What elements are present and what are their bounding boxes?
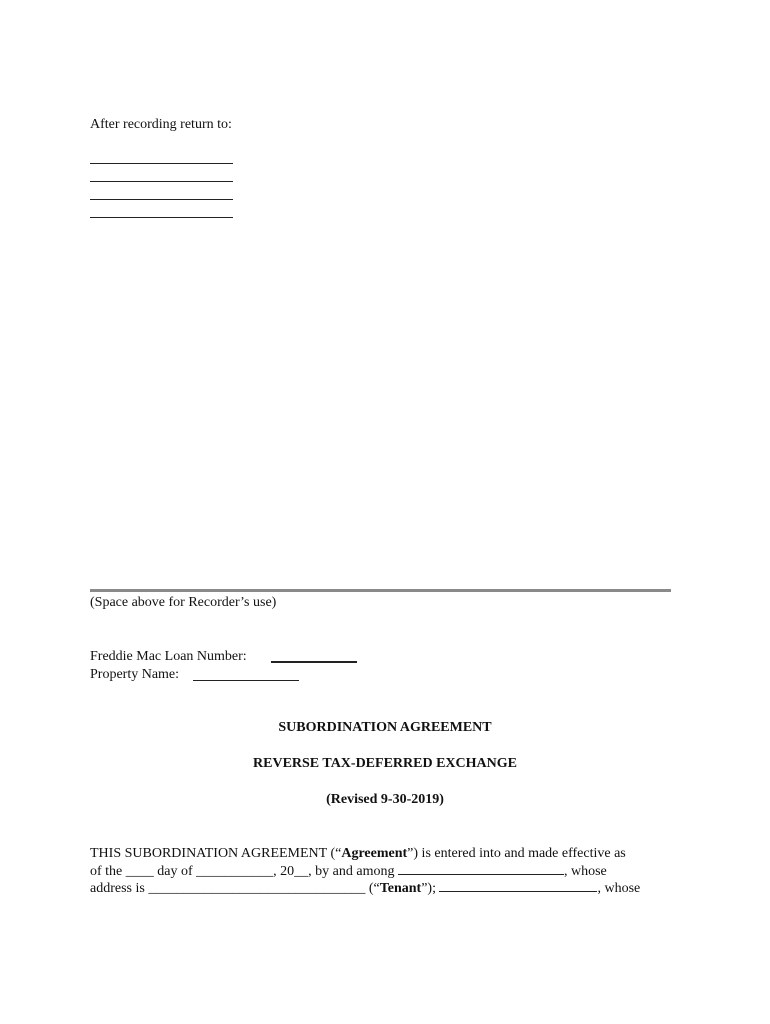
defined-term-agreement: Agreement — [341, 846, 408, 861]
property-name-field[interactable] — [193, 680, 299, 681]
body-line-2 — [90, 862, 607, 880]
recorder-divider — [90, 589, 671, 592]
loan-number-field[interactable] — [271, 661, 357, 663]
return-address-line-2[interactable] — [90, 181, 233, 182]
body-text: of the ____ day of ___________, 20__, by and among — [90, 864, 395, 879]
body-line-3 — [90, 879, 640, 897]
body-text: , whose — [597, 881, 641, 896]
body-text: address is _______________________________ (“ — [90, 881, 380, 896]
document-title: SUBORDINATION AGREEMENT — [278, 720, 492, 735]
loan-number-label: Freddie Mac Loan Number: — [90, 649, 247, 664]
body-text: ”) is entered into and made effective as — [407, 846, 626, 861]
return-label: After recording return to: — [90, 117, 232, 132]
return-address-line-4[interactable] — [90, 217, 233, 218]
property-name-label: Property Name: — [90, 667, 180, 682]
document-subtitle: REVERSE TAX-DEFERRED EXCHANGE — [253, 756, 517, 771]
revision-date: (Revised 9-30-2019) — [326, 792, 444, 807]
body-text: THIS SUBORDINATION AGREEMENT (“ — [90, 846, 342, 861]
body-line-1 — [90, 845, 626, 862]
second-party-field[interactable] — [439, 879, 597, 892]
return-address-line-1[interactable] — [90, 163, 233, 164]
return-address-line-3[interactable] — [90, 199, 233, 200]
body-text: , whose — [563, 864, 607, 879]
body-text: ”); — [421, 881, 436, 896]
defined-term-tenant: Tenant — [379, 881, 422, 896]
party-name-field[interactable] — [398, 862, 564, 875]
recorder-note: (Space above for Recorder’s use) — [90, 595, 277, 610]
